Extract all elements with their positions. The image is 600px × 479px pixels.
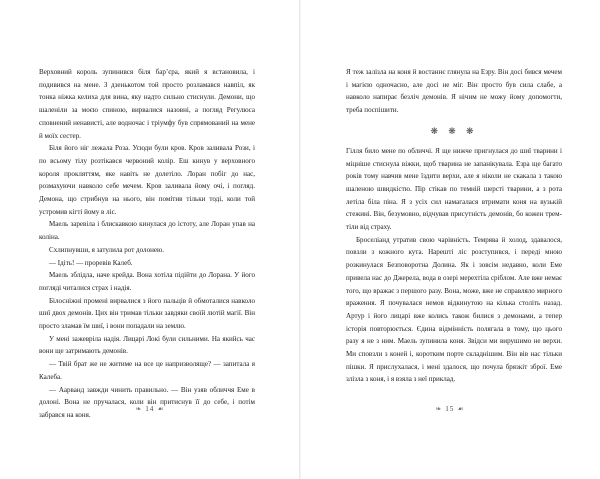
paragraph: — Ідіть! — проревів Калеб. xyxy=(49,258,133,267)
page-number: 15 xyxy=(445,405,455,413)
paragraph: Верховний король зупинився біля бар’єра, який я встановила, і подивився на мене. З дзенькотом той просто розламався навпіл, як тонка ніжка келиха для вина, яку надто сильно стиснули. Демони, що шаленіли за моєю спиною, вирвалися назовні, а погляд Регулюса сповнений ненависті, але водночас і тріумфу був спрямований на мене й моїх сестер. xyxy=(39,68,255,140)
left-page-text xyxy=(39,66,255,422)
paragraph: — Твій брат же не житиме на все це напризволяще? — запитала я Калеба. xyxy=(39,360,255,381)
paragraph: Біля його ніг лежала Роза. Усюди були кров. Кров заливала Рози, і по всьому тілу розтікався червоний колір. Еш кинув у верховного короля прокляттям, яке навіть не долетіло. Лоран побіг до нас, розмахуючи навколо себе мечем. Кров заливала йому очі, і погляд. Демона, що стрибнув на нього, він помітив тільки тоді, коли той устромив кігті йому в ліс. xyxy=(39,144,255,216)
folio-ornament-icon: ☙ xyxy=(457,405,465,413)
page-number-left xyxy=(0,405,300,413)
folio-ornament-icon: ❧ xyxy=(435,405,443,413)
folio-ornament-icon: ☙ xyxy=(157,405,165,413)
page-number-right xyxy=(300,405,600,413)
paragraph: Маель заревіла і блискавкою кинулася до істоту, але Лоран упав на коліна. xyxy=(39,220,255,242)
right-page xyxy=(300,0,600,479)
folio-ornament-icon: ❧ xyxy=(135,405,143,413)
paragraph: Я теж залізла на коня й востаннє глянула на Езру. Він досі бився мечем і магією одночасно, але досі не міг. Він просто був сила слабе, а навколо напирає безліч демонів. Я нічим не можу йому допомогти, треба поспішити. xyxy=(346,68,562,115)
page-number: 14 xyxy=(145,405,155,413)
paragraph: У мені зажевріла надія. Лицарі Локі були сильними. На якийсь час вони ще затримають демонів. xyxy=(39,334,255,356)
paragraph: Білосніжні промені вирвалися з його пальців й обмоталися навколо шиї двох демонів. Цих він тримав тільки завдяки своїй лютій магії. Він просто зламав їм шиї, і вони попадали на землю. xyxy=(39,296,255,331)
right-page-text xyxy=(346,66,562,386)
paragraph: — Аарванд завжди чинить правильно. — Він узяв обличчя Еме в долоні. Вона не пручалася, коли він притиснув її до себе, і потім забрався на коня. xyxy=(39,385,255,419)
paragraph: Схлипнувши, я затулила рот долонею. xyxy=(49,245,165,254)
scene-break-ornament-icon: ❋ ❋ ❋ xyxy=(430,125,478,136)
paragraph: Броселіанд утратив свою чарівність. Темрява й холод, здавалося, повзли з кожного кута. Нарешті ліс розступився, і переді мною розкинулася Безповоротна Долина. Як і зовсім недавно, коли Еме привела нас до Джерела, вода в озері мерехтіла сріблом. Але вже немає того, що вражає з першого разу. Вона, може, вже не справляло мирного враження. Я почувалася немов відкинутою на кілька століть назад. Артур і його лицарі вже колись також билися з демонами, а тепер історія повторюється. Єдина відмінність полягала в тому, що цього разу я не з ним. Маель зупинила коня. Звідси ми вирушимо не верхи. Ми сповзли з коней і, коротким порте складнішим. Він вів нас тільки пішки. Я прислухалася, і мені здалося, що почула брязкіт зброї. Еме злізла з коня, і я взяла з неї приклад. xyxy=(346,235,562,384)
paragraph: Гілля било мене по обличчі. Я ще нижче пригнулася до шиї тварини і міцніше стиснула віжки, щоб тварина не запанікувала. Езра ще багато років тому навчив мене їздити верхи, але я ніколи не скакала з такою шаленою швидкістю. Пір стікав по темній шерсті тварини, а з рота летіла біла піна. Я з усіх сил намагалася втримати коня на вузькій стежині. Він, безумовно, відчував присутність демонів, бо кожен тремтіли від страху. xyxy=(346,146,562,232)
paragraph: Маель зблідла, наче крейда. Вона хотіла підійти до Лорана. У його погляді читалися страх і надія. xyxy=(39,271,255,292)
